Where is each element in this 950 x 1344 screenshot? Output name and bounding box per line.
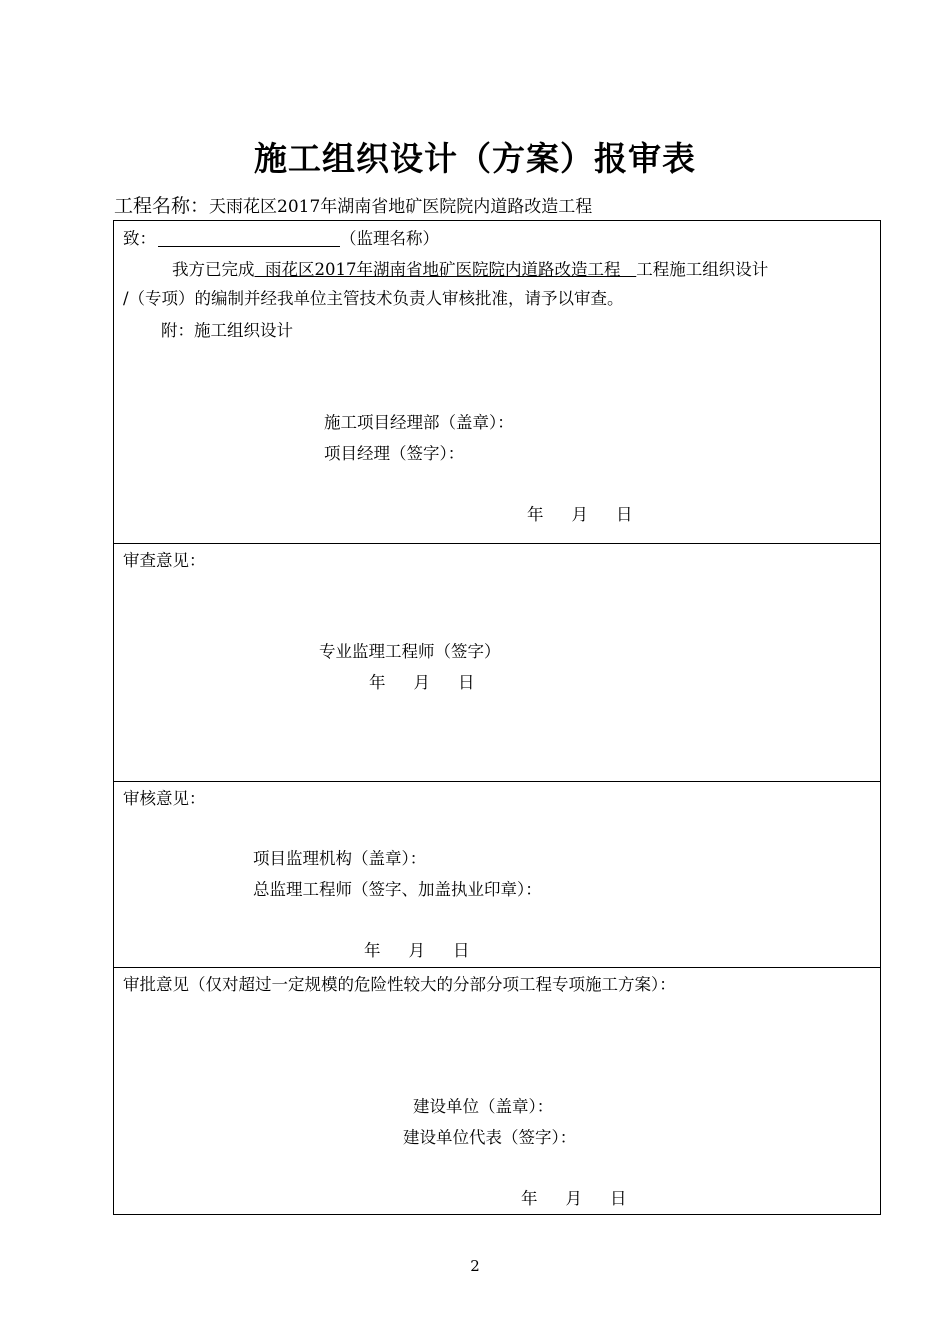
approval-section bbox=[114, 967, 880, 1216]
statement-suffix: 工程施工组织设计 bbox=[636, 260, 769, 279]
to-suffix: （监理名称） bbox=[340, 229, 439, 248]
rep-sign-label: 建设单位代表（签字）： bbox=[403, 1128, 577, 1147]
audit-section bbox=[114, 781, 880, 968]
form-title: 施工组织设计（方案）报审表 bbox=[254, 139, 696, 178]
statement-line-1 bbox=[172, 258, 768, 282]
dept-seal-label: 施工项目经理部（盖章）： bbox=[324, 413, 514, 432]
day-label: 日 bbox=[616, 505, 633, 524]
day-label: 日 bbox=[610, 1189, 627, 1208]
org-seal-label: 项目监理机构（盖章）： bbox=[253, 849, 427, 868]
date-line bbox=[369, 671, 475, 695]
month-label: 月 bbox=[571, 505, 588, 524]
statement-project: 雨花区2017年湖南省地矿医院院内道路改造工程 bbox=[254, 260, 637, 279]
unit-seal-label: 建设单位（盖章）： bbox=[413, 1097, 554, 1116]
year-label: 年 bbox=[527, 505, 544, 524]
project-name: 天雨花区2017年湖南省地矿医院院内道路改造工程 bbox=[209, 197, 593, 217]
approval-form-table bbox=[113, 220, 881, 1215]
supervisor-name-blank[interactable] bbox=[158, 228, 340, 247]
date-line bbox=[521, 1187, 627, 1211]
year-label: 年 bbox=[364, 941, 381, 960]
year-label: 年 bbox=[369, 673, 386, 692]
statement-line-2: /（专项）的编制并经我单位主管技术负责人审核批准，请予以审查。 bbox=[123, 289, 624, 308]
statement-prefix: 我方已完成 bbox=[172, 260, 255, 279]
day-label: 日 bbox=[458, 673, 475, 692]
approval-label: 审批意见（仅对超过一定规模的危险性较大的分部分项工程专项施工方案）： bbox=[123, 975, 676, 994]
day-label: 日 bbox=[453, 941, 470, 960]
attachment-line: 附：施工组织设计 bbox=[161, 321, 293, 340]
engineer-sign-label: 专业监理工程师（签字） bbox=[319, 642, 501, 661]
project-name-line bbox=[114, 192, 592, 221]
addressee-line bbox=[123, 227, 439, 251]
month-label: 月 bbox=[413, 673, 430, 692]
audit-label: 审核意见： bbox=[123, 789, 206, 808]
manager-sign-label: 项目经理（签字）： bbox=[324, 444, 465, 463]
date-line bbox=[364, 939, 470, 963]
page-number: 2 bbox=[470, 1257, 480, 1275]
month-label: 月 bbox=[565, 1189, 582, 1208]
review-label: 审查意见： bbox=[123, 551, 206, 570]
review-section bbox=[114, 543, 880, 782]
to-label: 致： bbox=[123, 229, 156, 248]
chief-sign-label: 总监理工程师（签字、加盖执业印章）： bbox=[253, 880, 542, 899]
year-label: 年 bbox=[521, 1189, 538, 1208]
submission-section bbox=[114, 221, 880, 544]
month-label: 月 bbox=[408, 941, 425, 960]
project-label: 工程名称： bbox=[114, 195, 210, 217]
date-line bbox=[527, 503, 633, 527]
